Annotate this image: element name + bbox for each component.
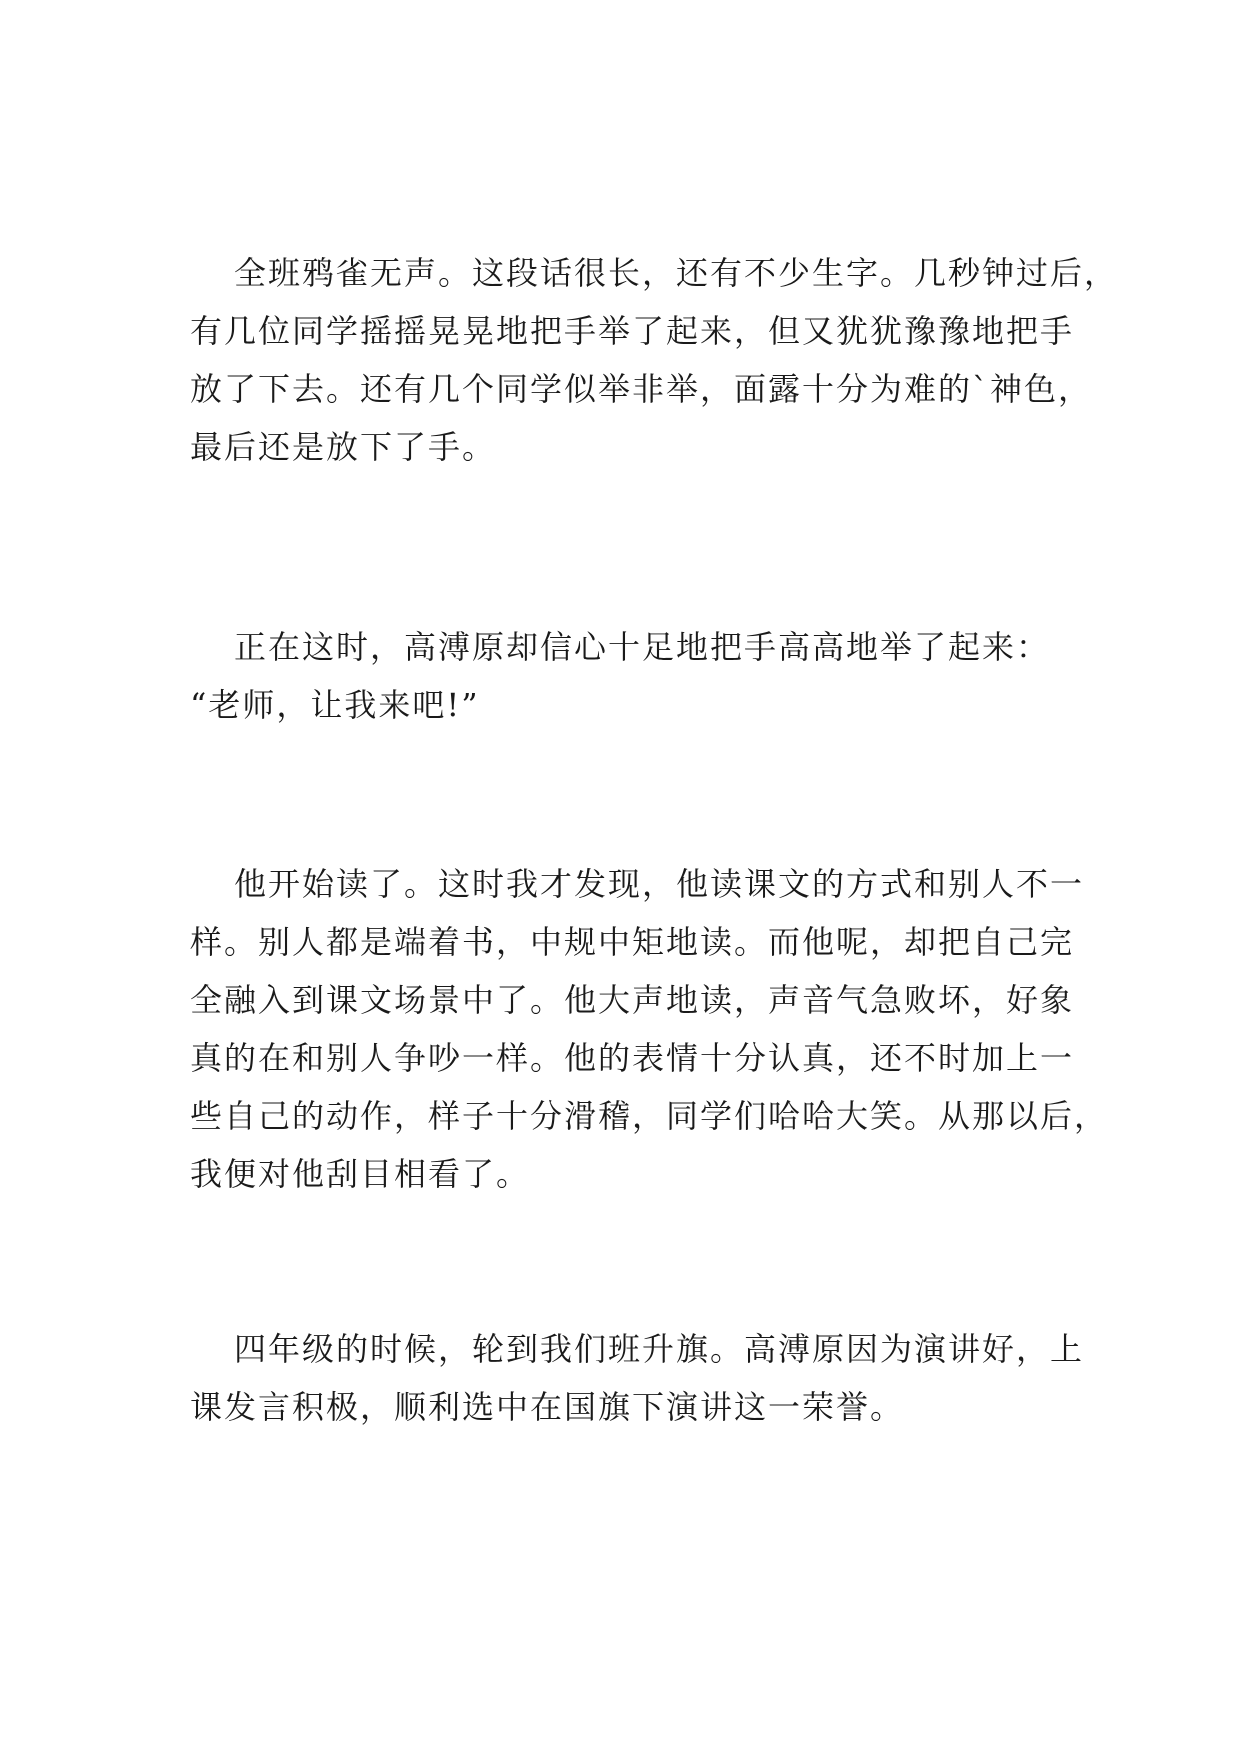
paragraph-1 — [190, 244, 1119, 476]
text-line: 他开始读了。这时我才发现，他读课文的方式和别人不一 — [234, 865, 1085, 903]
text-line: 正在这时，高溥原却信心十足地把手高高地举了起来： — [234, 628, 1051, 666]
text-line: 真的在和别人争吵一样。他的表情十分认真，还不时加上一 — [190, 1039, 1075, 1077]
paragraph-3 — [190, 855, 1109, 1203]
text-line: 样。别人都是端着书，中规中矩地读。而他呢，却把自己完 — [190, 923, 1075, 961]
text-line: 有几位同学摇摇晃晃地把手举了起来，但又犹犹豫豫地把手 — [190, 312, 1075, 350]
text-line: 全融入到课文场景中了。他大声地读，声音气急败坏，好象 — [190, 981, 1075, 1019]
text-line: 课发言积极，顺利选中在国旗下演讲这一荣誉。 — [190, 1388, 905, 1426]
text-line: 些自己的动作，样子十分滑稽，同学们哈哈大笑。从那以后， — [190, 1097, 1109, 1135]
text-line: “老师，让我来吧!” — [190, 686, 480, 724]
text-line: 我便对他刮目相看了。 — [190, 1155, 531, 1193]
paragraph-4 — [190, 1320, 1090, 1436]
text-line: 四年级的时候，轮到我们班升旗。高溥原因为演讲好，上 — [234, 1330, 1085, 1368]
text-line: 全班鸦雀无声。这段话很长，还有不少生字。几秒钟过后， — [234, 254, 1119, 292]
text-line: 最后还是放下了手。 — [190, 428, 497, 466]
paragraph-2 — [190, 618, 1090, 734]
text-line: 放了下去。还有几个同学似举非举，面露十分为难的`神色， — [190, 370, 1093, 408]
